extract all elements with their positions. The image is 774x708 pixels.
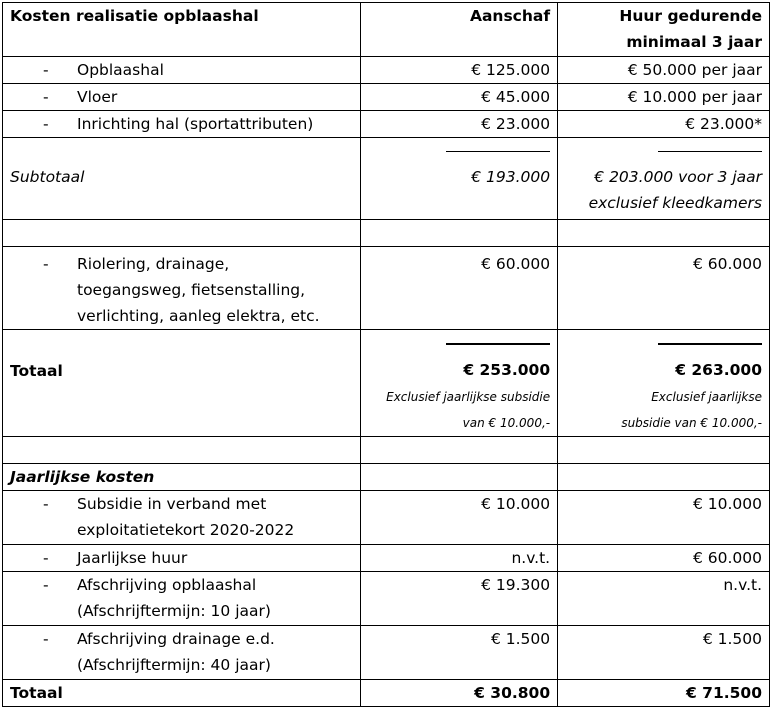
infra-line3: verlichting, aanleg elektra, etc. (77, 307, 320, 325)
item-rent: € 23.000* (558, 111, 770, 138)
bullet: - (43, 549, 49, 567)
annual-total-row (3, 680, 770, 707)
table-row (3, 491, 770, 545)
empty-cell (361, 464, 558, 491)
annual-rent: n.v.t. (558, 572, 770, 626)
annual-label-cell (3, 626, 361, 680)
col-header-purchase: Aanschaf (361, 3, 558, 57)
annual-line2: exploitatietekort 2020-2022 (77, 521, 295, 539)
empty-row (3, 220, 770, 247)
table-row (3, 247, 770, 330)
total-purchase: € 253.000 (463, 361, 551, 379)
total-rent-note1: Exclusief jaarlijkse (651, 390, 762, 404)
infra-purchase: € 60.000 (361, 247, 558, 330)
total-row (3, 330, 770, 437)
empty-cell (361, 220, 558, 247)
annual-line1: Afschrijving opblaashal (77, 576, 257, 594)
empty-cell (558, 464, 770, 491)
empty-cell (3, 437, 361, 464)
bullet: - (43, 88, 49, 106)
table-row (3, 57, 770, 84)
infra-rent: € 60.000 (558, 247, 770, 330)
subtotal-rent-line1: € 203.000 voor 3 jaar (594, 168, 762, 186)
empty-row (3, 437, 770, 464)
bullet: - (43, 576, 49, 594)
annual-purchase: n.v.t. (361, 545, 558, 572)
annual-total-rent: € 71.500 (558, 680, 770, 707)
total-rent-note2: subsidie van € 10.000,- (621, 416, 762, 430)
sum-line (446, 151, 550, 152)
item-purchase: € 125.000 (361, 57, 558, 84)
sum-line (446, 343, 550, 345)
col-header-rent (558, 3, 770, 57)
annual-line1: Afschrijving drainage e.d. (77, 630, 275, 648)
total-purchase-note2: van € 10.000,- (462, 416, 551, 430)
cost-table (2, 2, 770, 707)
item-rent: € 10.000 per jaar (558, 84, 770, 111)
table-title: Kosten realisatie opblaashal (3, 3, 361, 57)
empty-cell (558, 437, 770, 464)
infra-label-cell (3, 247, 361, 330)
item-label-cell (3, 84, 361, 111)
sum-line (658, 151, 762, 152)
item-label-cell (3, 57, 361, 84)
annual-purchase: € 1.500 (361, 626, 558, 680)
annual-total-label: Totaal (3, 680, 361, 707)
annual-heading: Jaarlijkse kosten (3, 464, 361, 491)
header-row (3, 3, 770, 57)
bullet: - (43, 61, 49, 79)
item-purchase: € 45.000 (361, 84, 558, 111)
subtotal-rent-line2: exclusief kleedkamers (588, 194, 762, 212)
subtotal-purchase-cell (361, 138, 558, 220)
item-rent: € 50.000 per jaar (558, 57, 770, 84)
item-purchase: € 23.000 (361, 111, 558, 138)
table-row (3, 84, 770, 111)
annual-rent: € 1.500 (558, 626, 770, 680)
sum-line (658, 343, 762, 345)
empty-cell (558, 220, 770, 247)
total-label: Totaal (3, 330, 361, 437)
annual-rent: € 10.000 (558, 491, 770, 545)
table-row (3, 545, 770, 572)
annual-label-cell (3, 572, 361, 626)
col-header-rent-line1: Huur gedurende (619, 7, 762, 25)
infra-line1: Riolering, drainage, (77, 255, 230, 273)
empty-cell (3, 220, 361, 247)
item-label: Vloer (77, 88, 118, 106)
bullet: - (43, 255, 49, 273)
subtotal-rent-cell (558, 138, 770, 220)
item-label: Inrichting hal (sportattributen) (77, 115, 314, 133)
total-purchase-note1: Exclusief jaarlijkse subsidie (386, 390, 551, 404)
col-header-rent-line2: minimaal 3 jaar (626, 33, 762, 51)
bullet: - (43, 630, 49, 648)
item-label: Opblaashal (77, 61, 164, 79)
total-rent-cell (558, 330, 770, 437)
annual-line1: Jaarlijkse huur (77, 549, 188, 567)
annual-line2: (Afschrijftermijn: 10 jaar) (77, 602, 271, 620)
subtotal-label: Subtotaal (3, 138, 361, 220)
annual-purchase: € 19.300 (361, 572, 558, 626)
annual-rent: € 60.000 (558, 545, 770, 572)
item-label-cell (3, 111, 361, 138)
table-row (3, 111, 770, 138)
table-row (3, 572, 770, 626)
subtotal-row (3, 138, 770, 220)
annual-label-cell (3, 491, 361, 545)
total-purchase-cell (361, 330, 558, 437)
table-row (3, 626, 770, 680)
annual-heading-row (3, 464, 770, 491)
subtotal-purchase: € 193.000 (471, 168, 551, 186)
infra-line2: toegangsweg, fietsenstalling, (77, 281, 306, 299)
annual-purchase: € 10.000 (361, 491, 558, 545)
bullet: - (43, 495, 49, 513)
empty-cell (361, 437, 558, 464)
annual-total-purchase: € 30.800 (361, 680, 558, 707)
annual-line1: Subsidie in verband met (77, 495, 267, 513)
annual-label-cell (3, 545, 361, 572)
total-rent: € 263.000 (675, 361, 762, 379)
annual-line2: (Afschrijftermijn: 40 jaar) (77, 656, 271, 674)
bullet: - (43, 115, 49, 133)
